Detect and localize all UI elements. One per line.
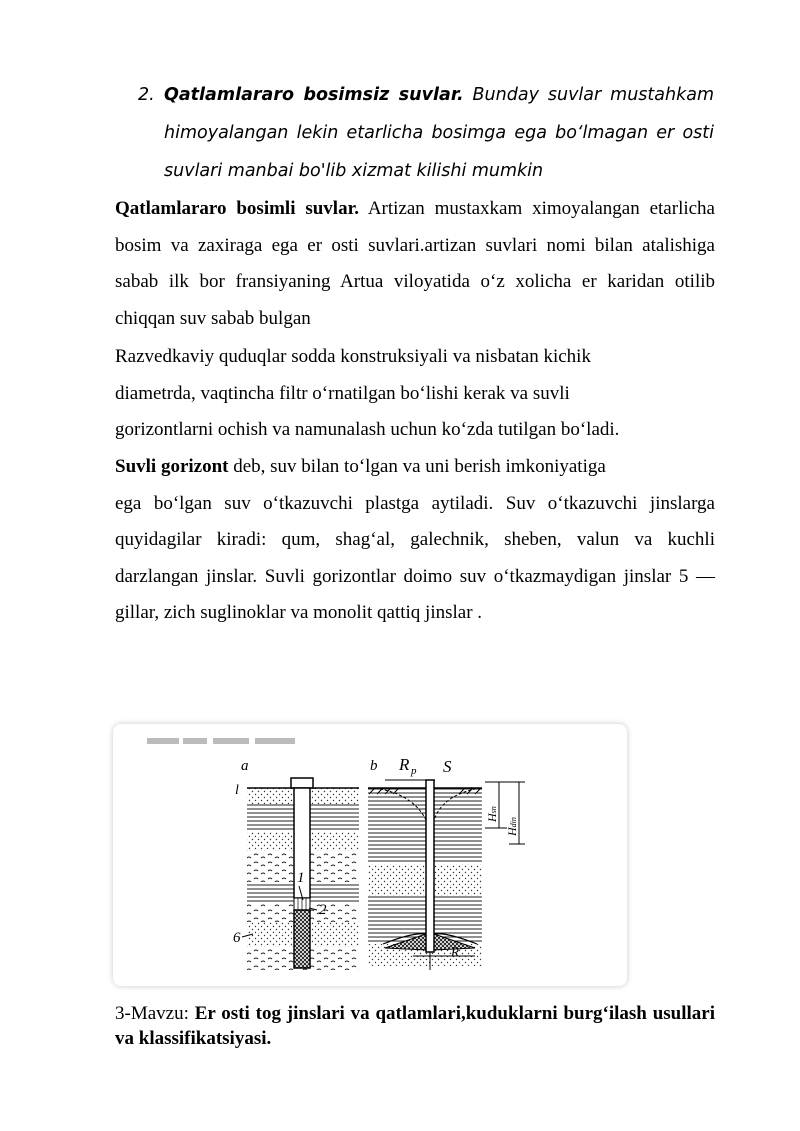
label-rp-sub: p: [411, 765, 417, 777]
figure-well-diagram: [113, 724, 627, 986]
item-body: [164, 76, 714, 190]
paragraph-aquifer: [115, 449, 715, 632]
panel-b-h-dimensions: [485, 782, 525, 844]
panel-a-label: a: [241, 758, 249, 774]
label-2: 2: [319, 902, 327, 918]
topic-title: Er osti tog jinslari va qatlamlari,kuduklarni burg‘ilash usullari va klassifikatsiyasi.: [115, 1003, 715, 1049]
topic-heading: [115, 1001, 715, 1051]
label-1: 1: [297, 870, 305, 886]
label-a-top: l: [235, 783, 239, 798]
item-lead: Qatlamlararo bosimsiz suvlar.: [164, 85, 464, 105]
item-number: 2.: [138, 85, 155, 105]
paragraph-wells-text: Razvedkaviy quduqlar sodda konstruksiyali va nisbatan kichik diametrda, vaqtincha filtr o‘rnatilgan bo‘lishi kerak va suvli gorizontlarni ochish va namunalash uchun ko‘zda tutilgan bo‘ladi.: [115, 346, 620, 440]
paragraph-aquifer-lead: Suvli gorizont: [115, 456, 229, 477]
paragraph-artesian-text: Artizan mustaxkam ximoyalangan etarlicha bosim va zaxiraga ega er osti suvlari.artizan suvlari nomi bilan atalishiga sabab ilk bor fransiyaning Artua viloyatida o‘z xolicha er karidan otilib chiqqan suv sabab bulgan: [115, 198, 715, 329]
label-h-din: Hdin: [505, 817, 519, 836]
paragraph-aquifer-line1: [115, 449, 715, 486]
label-r: R: [451, 944, 459, 959]
panel-b-casing: [426, 780, 434, 970]
paragraph-aquifer-text1: deb, suv bilan to‘lgan va uni berish imkoniyatiga: [228, 456, 606, 477]
panel-b-rp-label: [385, 755, 435, 780]
label-rp: R: [399, 755, 410, 774]
paragraph-wells: [115, 339, 663, 449]
paragraph-artesian: [115, 191, 715, 337]
paragraph-aquifer-text2: ega bo‘lgan suv o‘tkazuvchi plastga aytiladi. Suv o‘tkazuvchi jinslarga quyidagilar kiradi: qum, shag‘al, galechnik, sheben, valun va kuchli darzlangan jinslar. Suvli gorizontlar doimo suv o‘tkazmaydigan jinslar 5 — gillar, zich suglinoklar va monolit qattiq jinslar .: [115, 492, 715, 623]
label-6: 6: [233, 930, 241, 946]
numbered-item: [138, 76, 714, 190]
well-diagram-svg: [113, 724, 627, 986]
topic-prefix: 3-Mavzu:: [115, 1003, 195, 1024]
panel-b-label: b: [370, 758, 378, 774]
label-h-sn: Hsn: [485, 806, 499, 822]
label-s: S: [443, 757, 452, 776]
cropped-caption-fragment: [147, 738, 295, 744]
paragraph-artesian-lead: Qatlamlararo bosimli suvlar.: [115, 198, 360, 219]
item-text: Bunday suvlar mustahkam himoyalangan lekin etarlicha bosimga ega bo‘lmagan er osti suvlari manbai bo'lib xizmat kilishi mumkin: [164, 85, 714, 181]
